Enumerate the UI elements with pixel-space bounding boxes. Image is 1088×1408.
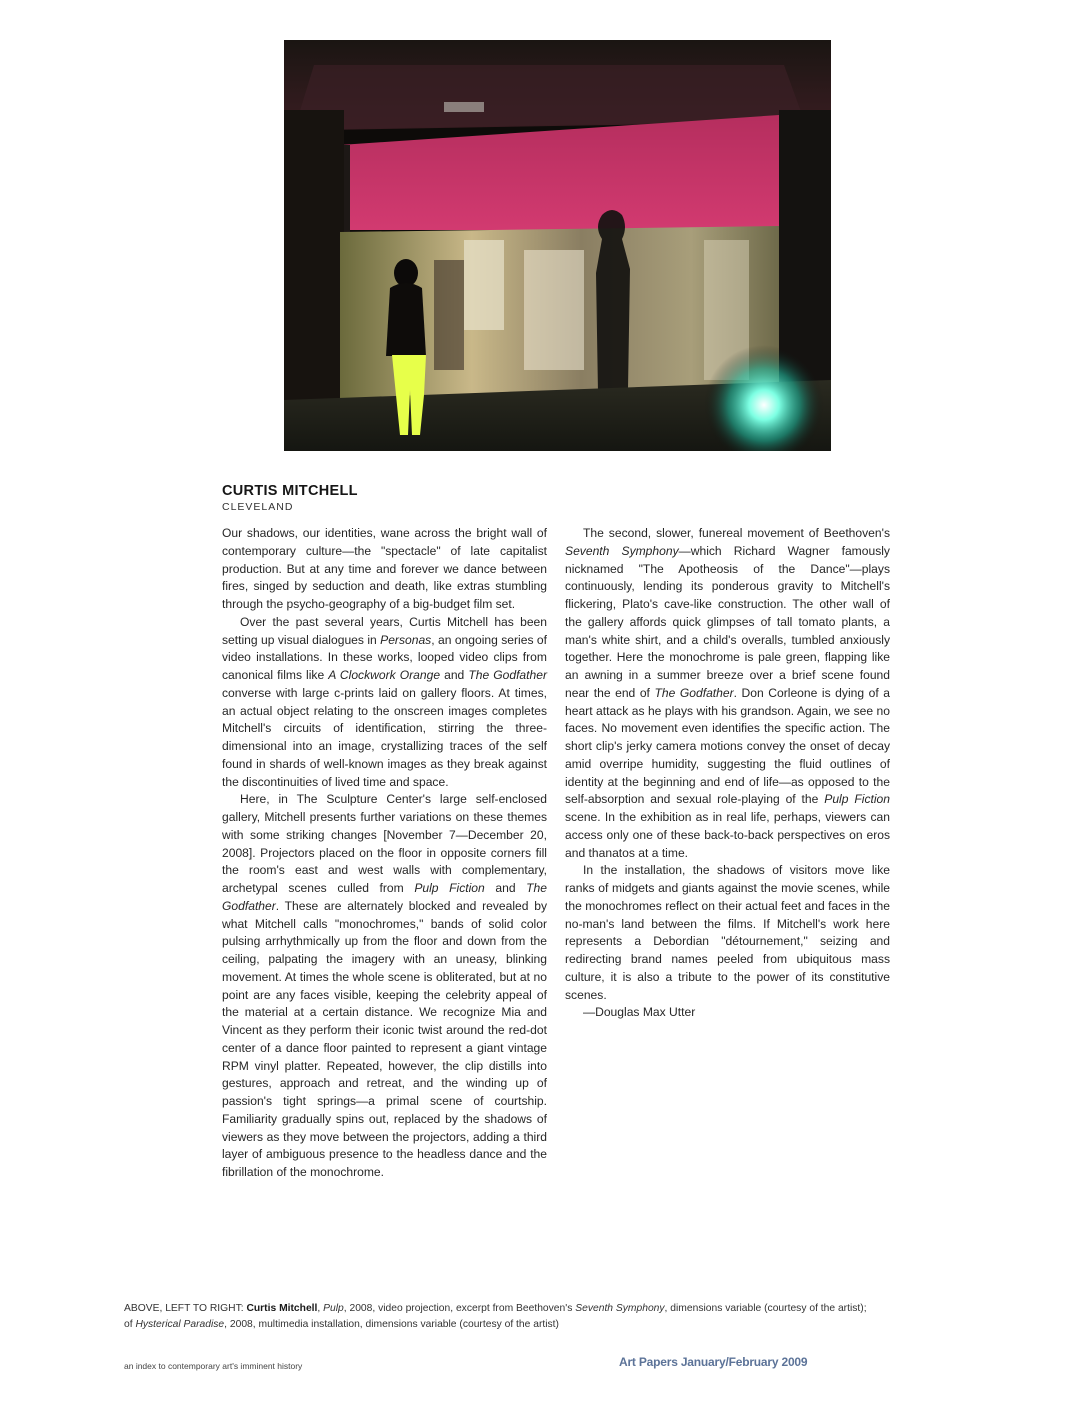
caption-prefix: ABOVE, LEFT TO RIGHT: [124,1303,247,1314]
footer-tagline: an index to contemporary art's imminent history [124,1361,303,1371]
paragraph-4 [565,525,890,862]
byline: —Douglas Max Utter [583,1005,696,1020]
title-personas: Personas [380,632,432,647]
installation-photo [284,40,831,451]
caption-text: , [317,1303,324,1314]
text-run: In the installation, the shadows of visitors move like ranks of midgets and giants against the movie scenes, while the monochromes reflect on their actual feet and faces in the no-man's land between the films. If Mitchell's work here represents a Debordian "détournement," seizing and redirecting brand names peeled from ubiquitous mass culture, it is also a tribute to the power of its constitutive scenes. [565,863,890,1002]
caption-work-hysterical-paradise: Hysterical Paradise [135,1319,225,1330]
installation-photo-illustration [284,40,831,451]
footer-masthead: Art Papers January/February 2009 [619,1355,808,1369]
text-run: . Don Corleone is dying of a heart attack as he plays with his grandson. Again, we see no faces. No movement even identifies the specific action. The short clip's jerky camera motions convey the onset of decay amid overripe humidity, suggesting the fluid outlines of identity at the beginning and end of life—as opposed to the self-absorption and sexual role-playing of the [565,685,890,807]
caption-text: of [124,1319,136,1330]
ceiling-vent [444,102,484,112]
title-godfather: The Godfather [222,881,547,913]
artist-heading: CURTIS MITCHELL [222,483,358,499]
text-run: . These are alternately blocked and revealed by what Mitchell calls "monochromes," bands of solid color pulsing arrhythmically up from the floor and down from the ceiling, palpating the imagery with an uneasy, blinking movement. At times the whole scene is obliterated, but at no point are any faces visible, keeping the celebrity appeal of the material at a certain distance. We recognize Mia and Vincent as they perform their iconic twist around the red-dot center of a dance floor painted to represent a giant vintage RPM vinyl platter. Repeated, however, the clip distills into gestures, approach and retreat, and the winding up of passion's tight springs—a primal scene of courtship. Familiarity gradually spins out, replaced by the shadows of viewers as they move between the projectors, adding a third layer of ambiguous presence to the headless dance and the fibrillation of the monochrome. [222,898,547,1179]
text-run: , an ongoing series of video installations. In these works, looped video clips from canonical films like [222,632,547,682]
caption-work-seventh-symphony: Seventh Symphony [575,1303,665,1314]
title-pulp-fiction: Pulp Fiction [824,792,890,807]
text-run: —which Richard Wagner famously nicknamed "The Apotheosis of the Dance"—plays continuously, lending its ponderous gravity to Mitchell's flickering, Plato's cave-like construction. The other wall of the gallery affords quick glimpses of tall tomato plants, a man's white shirt, and a child's overalls, tumbled anxiously together. Here the monochrome is pale green, flapping like an awning in a summer breeze over a brief scene found near the end of [565,543,890,700]
text-run: Over the past several years, Curtis Mitchell has been setting up visual dialogues in [222,614,547,647]
title-clockwork-orange: A Clockwork Orange [328,668,441,682]
text-run: Our shadows, our identities, wane across the bright wall of contemporary culture—the "spectacle" of late capitalist production. But at any time and forever we dance between fires, singed by seduction and death, like extras stumbling through the psycho-geography of a big-budget film set. [222,526,547,611]
caption-work-pulp: Pulp [323,1303,344,1314]
text-run: Here, in The Sculpture Center's large self-enclosed gallery, Mitchell presents further variations on these themes with some striking changes [November 7—December 20, 2008]. Projectors placed on the floor in opposite corners fill the room's east and west walls with complementary, archetypal scenes culled from [222,792,547,895]
article-column-right [565,525,890,1022]
title-seventh-symphony: Seventh Symphony [565,543,679,558]
paragraph-1 [222,525,547,614]
caption-text: , dimensions variable (courtesy of the artist); [664,1303,867,1314]
article-column-left [222,525,547,1182]
text-run: converse with large c-prints laid on gallery floors. At times, an actual object relating to the onscreen images completes Mitchell's circuits of identification, stirring the three-dimensional into an image, crystallizing traces of the self found in shards of well-known images as they break against the discontinuities of lived time and space. [222,685,547,789]
paragraph-5 [565,862,890,1004]
city-subheading: CLEVELAND [222,501,294,513]
text-run: and [440,668,469,682]
text-run: scene. In the exhibition as in real life, perhaps, viewers can access only one of these back-to-back perspectives on eros and thanatos at a time. [565,810,890,860]
caption-text: , 2008, video projection, excerpt from Beethoven's [343,1303,576,1314]
paragraph-2 [222,614,547,792]
photo-caption [124,1301,1024,1333]
caption-artist: Curtis Mitchell [246,1303,318,1314]
title-pulp-fiction: Pulp Fiction [414,881,485,895]
text-run: and [484,881,527,895]
paragraph-3 [222,791,547,1182]
text-run: The second, slower, funereal movement of Beethoven's [583,526,890,540]
caption-text: , 2008, multimedia installation, dimensions variable (courtesy of the artist) [224,1319,559,1330]
title-godfather: The Godfather [468,668,547,682]
title-godfather: The Godfather [654,685,734,700]
